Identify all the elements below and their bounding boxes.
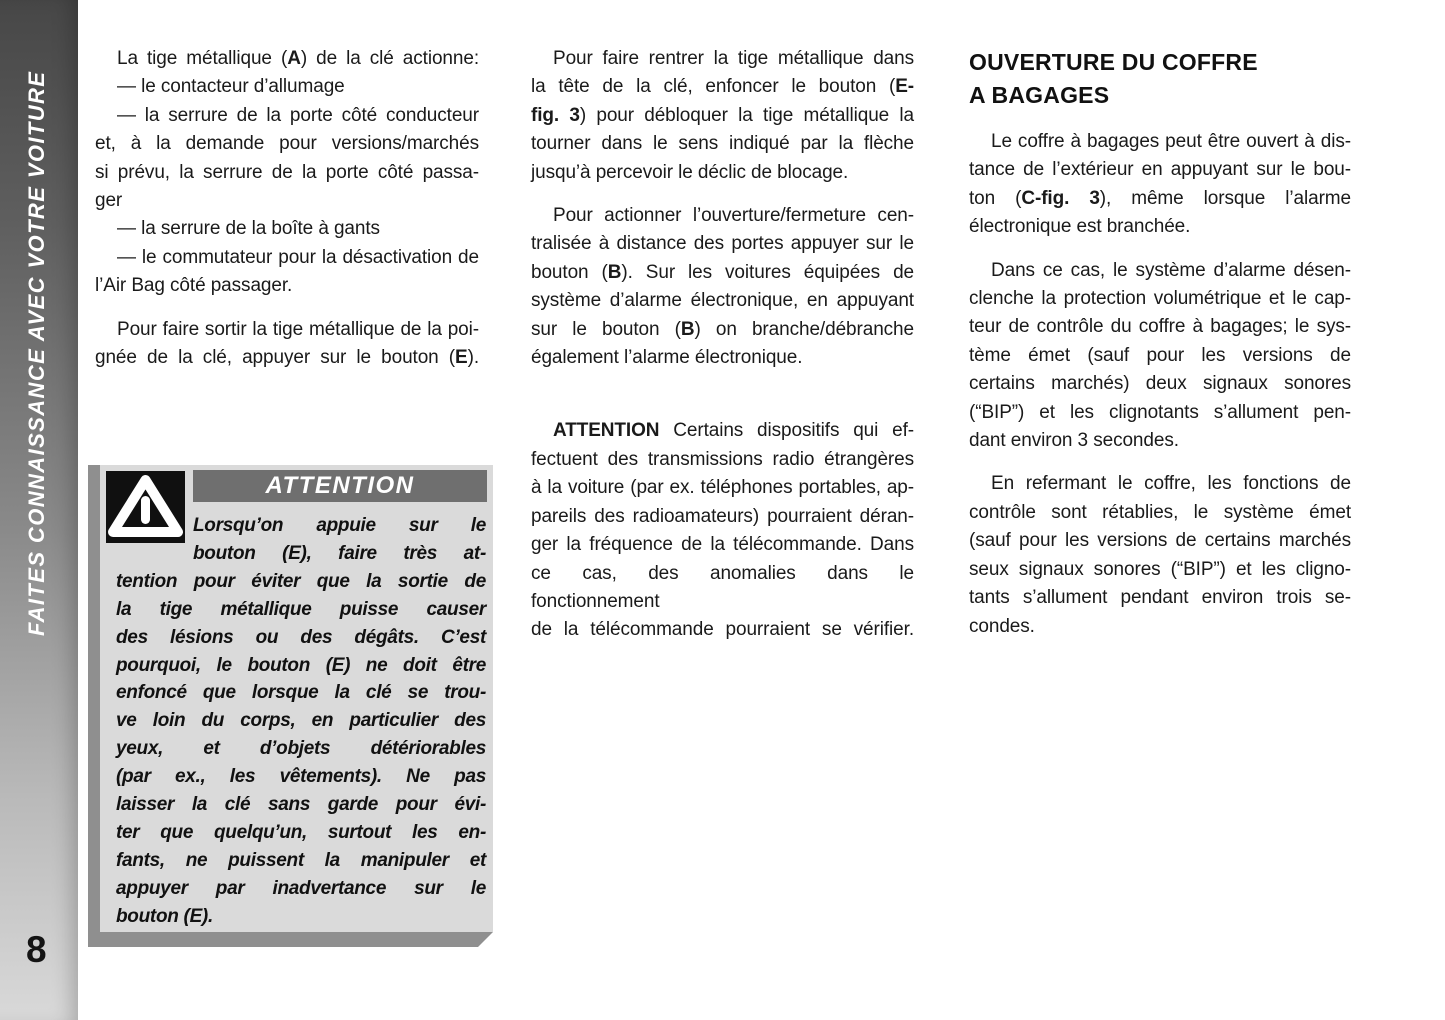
text-line: bouton (E), faire très at- [193,542,486,564]
text-line: la tête de la clé, enfoncer le bouton (E- [531,76,914,98]
text-line: condes. [969,615,1035,637]
sidebar-gradient-band [0,0,78,1020]
paragraph [95,73,479,101]
section-heading [969,46,1351,112]
text-line: gnée de la clé, appuyer sur le bouton (E). [95,347,479,369]
column-left [95,45,479,372]
text-line: — le commutateur pour la désactivation de [117,246,479,268]
text-line: La tige métallique (A) de la clé actionne: [117,48,479,69]
text-line: (par ex., les vêtements). Ne pas [116,766,486,788]
text-line: à la voiture (par ex. téléphones portables, ap- [531,477,914,499]
column-right-body [969,128,1351,641]
paragraph [95,45,479,73]
text-line: tralisée à distance des portes appuyer sur le [531,233,914,255]
text-line: (“BIP”) et les clignotants s’allument pen- [969,401,1351,423]
paragraph [95,316,479,373]
section-heading-line: OUVERTURE DU COFFRE [969,49,1258,75]
text-line: seux signaux sonores (“BIP”) et les cligno- [969,558,1351,580]
text-line: yeux, et d’objets détériorables [116,738,486,760]
text-line: (sauf pour les versions de certains marchés [969,530,1351,552]
warning-text-full-width [116,568,486,931]
text-line: En refermant le coffre, les fonctions de [991,473,1351,495]
text-line: Pour faire rentrer la tige métallique dans [553,48,914,69]
text-line: Le coffre à bagages peut être ouvert à dis- [991,131,1351,152]
text-line: ATTENTION Certains dispositifs qui ef- [553,420,914,442]
text-line: bouton (E). [116,905,213,927]
text-line: certains marchés) deux signaux sonores [969,373,1351,395]
text-line: la tige métallique puisse causer [116,598,486,620]
text-line: dant environ 3 secondes. [969,430,1179,452]
text-line: clenche la protection volumétrique et le cap- [969,288,1351,310]
paragraph [531,202,914,372]
text-line: ce cas, des anomalies dans le fonctionnement [531,562,914,612]
text-line: fig. 3) pour débloquer la tige métallique la [531,104,914,126]
text-line: Pour actionner l’ouverture/fermeture cen- [553,205,914,227]
section-heading-line: A BAGAGES [969,82,1110,108]
paragraph [969,257,1351,456]
text-line: ter que quelqu’un, surtout les en- [116,821,486,843]
warning-header-bar: ATTENTION [193,470,487,502]
text-line: tance de l’extérieur en appuyant sur le bou- [969,159,1351,181]
column-right [969,46,1351,641]
text-line: ve loin du corps, en particulier des [116,710,486,732]
text-line: pareils des radioamateurs) pourraient déran- [531,505,914,527]
text-line: — la serrure de la boîte à gants [117,218,380,240]
paragraph [531,45,914,187]
text-line: des lésions ou des dégâts. C’est [116,626,486,648]
text-line: appuyer par inadvertance sur le [116,877,486,899]
text-line: laisser la clé sans garde pour évi- [116,794,486,816]
text-line: — le contacteur d’allumage [117,76,345,98]
text-line: ger la fréquence de la télécommande. Dans [531,534,914,556]
text-line: fants, ne puissent la manipuler et [116,849,486,871]
paragraph [95,215,479,243]
paragraph [95,244,479,301]
text-line: système d’alarme électronique, en appuyant [531,290,914,312]
sidebar-vertical-title: FAITES CONNAISSANCE AVEC VOTRE VOITURE [24,70,49,636]
text-line: fectuent des transmissions radio étrangères [531,448,914,470]
text-line: également l’alarme électronique. [531,347,803,369]
text-line: l’Air Bag côté passager. [95,275,293,297]
text-line: sur le bouton (B) on branche/débranche [531,318,914,340]
text-line: de la télécommande pourraient se vérifier. [531,619,914,641]
text-line: Pour faire sortir la tige métallique de la poi- [117,318,479,340]
text-line: si prévu, la serrure de la porte côté passa- [95,161,479,183]
page-number: 8 [26,929,47,970]
text-line: — la serrure de la porte côté conducteur [117,104,479,126]
text-line: enfoncé que lorsque la clé se trou- [116,682,486,704]
column-middle [531,45,914,645]
text-line: teur de contrôle du coffre à bagages; le sys- [969,316,1351,338]
text-line: contrôle sont rétablies, le système émet [969,501,1351,523]
paragraph [95,102,479,216]
text-line: ton (C-fig. 3), même lorsque l’alarme [969,187,1351,209]
paragraph [531,417,914,644]
text-line: pourquoi, le bouton (E) ne doit être [116,654,486,676]
warning-box [100,465,493,932]
paragraph [969,470,1351,640]
text-line: électronique est branchée. [969,216,1191,238]
text-line: bouton (B). Sur les voitures équipées de [531,261,915,283]
text-line: jusqu’à percevoir le déclic de blocage. [531,161,849,183]
text-line: ger [95,190,123,212]
text-line: Lorsqu’on appuie sur le [193,515,486,536]
warning-text-beside-icon [193,512,486,568]
text-line: tème émet (sauf pour les versions de [969,344,1351,366]
warning-body-text [116,512,486,931]
text-line: tourner dans le sens indiqué par la flèche [531,133,914,155]
paragraph [969,128,1351,242]
text-line: Dans ce cas, le système d’alarme désen- [991,259,1351,281]
text-line: tention pour éviter que la sortie de [116,570,486,592]
text-line: tants s’allument pendant environ trois se- [969,587,1351,609]
text-line: et, à la demande pour versions/marchés [95,133,479,155]
